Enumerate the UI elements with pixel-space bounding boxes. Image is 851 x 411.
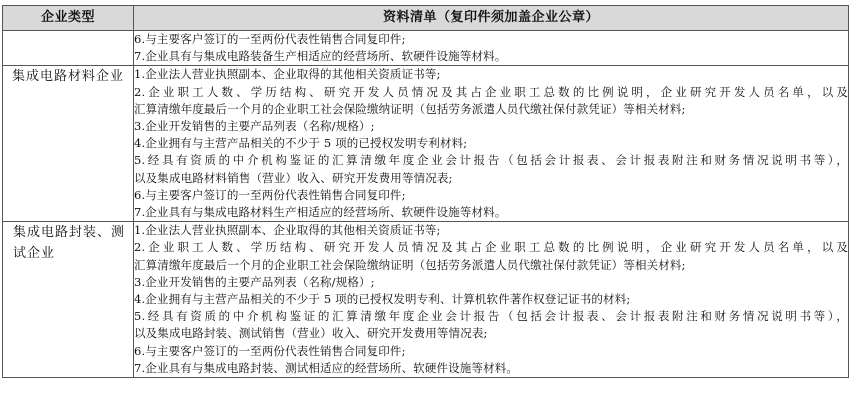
list-item: 6.与主要客户签订的一至两份代表性销售合同复印件; <box>134 343 406 358</box>
list-item: 以及集成电路封装、测试销售（营业）收入、研究开发费用等情况表; <box>134 326 488 341</box>
list-item: 以及集成电路材料销售（营业）收入、研究开发费用等情况表; <box>134 170 453 185</box>
list-item: 6.与主要客户签订的一至两份代表性销售合同复印件; <box>134 32 406 46</box>
list-item: 7.企业具有与集成电路封装、测试相适应的经营场所、软硬件设施等材料。 <box>134 360 519 375</box>
list-item: 3.企业开发销售的主要产品列表（名称/规格）; <box>134 274 375 289</box>
materials-cell <box>134 222 849 378</box>
list-item: 1.企业法人营业执照副本、企业取得的其他相关资质证书等; <box>134 67 441 82</box>
table-row <box>3 66 849 222</box>
list-item: 4.企业拥有与主营产品相关的不少于 5 项的已授权发明专利材料; <box>134 136 468 151</box>
header-materials-list: 资料清单（复印件须加盖企业公章） <box>134 6 849 31</box>
table-row <box>3 31 849 66</box>
materials-table <box>2 5 849 378</box>
enterprise-type-cell: 集成电路封装、测试企业 <box>3 222 134 378</box>
materials-cell <box>134 66 849 222</box>
table-row <box>3 222 849 378</box>
list-item: 5.经具有资质的中介机构鉴证的汇算清缴年度企业会计报告（包括会计报表、会计报表附注和财务情况说明书等）， <box>134 153 848 168</box>
enterprise-type-cell <box>3 31 134 66</box>
materials-cell <box>134 31 849 66</box>
list-item: 汇算清缴年度最后一个月的企业职工社会保险缴纳证明（包括劳务派遣人员代缴社保付款凭证）等相关材料; <box>134 101 686 116</box>
list-item: 7.企业具有与集成电路材料生产相适应的经营场所、软硬件设施等材料。 <box>134 205 507 220</box>
list-item: 3.企业开发销售的主要产品列表（名称/规格）; <box>134 119 375 134</box>
list-item: 1.企业法人营业执照副本、企业取得的其他相关资质证书等; <box>134 223 441 238</box>
table-header-row <box>3 6 849 31</box>
enterprise-type-cell: 集成电路材料企业 <box>3 66 134 222</box>
list-item: 7.企业具有与集成电路装备生产相适应的经营场所、软硬件设施等材料。 <box>134 49 507 64</box>
list-item: 2.企业职工人数、学历结构、研究开发人员情况及其占企业职工总数的比例说明，企业研究开发人员名单，以及 <box>134 240 848 255</box>
header-enterprise-type: 企业类型 <box>3 6 134 31</box>
list-item: 4.企业拥有与主营产品相关的不少于 5 项的已授权发明专利、计算机软件著作权登记证书的材料; <box>134 292 631 307</box>
list-item: 6.与主要客户签订的一至两份代表性销售合同复印件; <box>134 187 406 202</box>
list-item: 汇算清缴年度最后一个月的企业职工社会保险缴纳证明（包括劳务派遣人员代缴社保付款凭证）等相关材料; <box>134 257 686 272</box>
list-item: 5.经具有资质的中介机构鉴证的汇算清缴年度企业会计报告（包括会计报表、会计报表附注和财务情况说明书等）， <box>134 309 848 324</box>
list-item: 2.企业职工人数、学历结构、研究开发人员情况及其占企业职工总数的比例说明，企业研究开发人员名单，以及 <box>134 84 848 99</box>
